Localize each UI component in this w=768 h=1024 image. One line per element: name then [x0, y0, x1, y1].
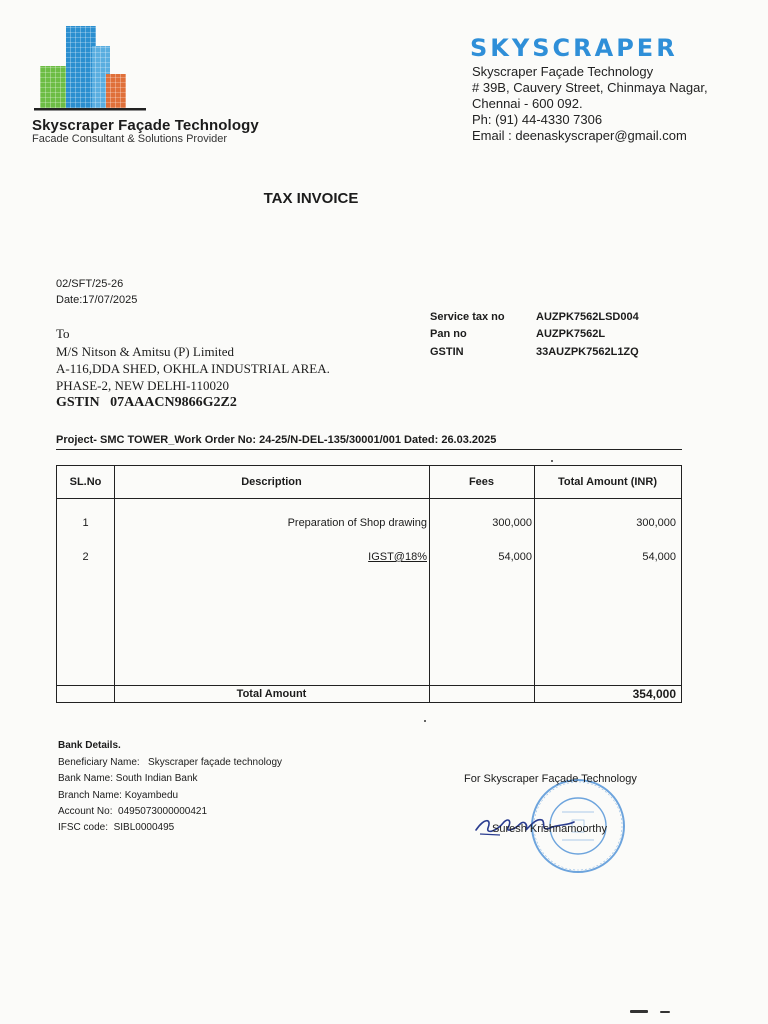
total-label: Total Amount	[236, 688, 307, 700]
recipient-address: PHASE-2, NEW DELHI-110020	[56, 378, 229, 393]
address-line: Skyscraper Façade Technology	[472, 64, 654, 79]
bank-beneficiary: Beneficiary Name: Skyscraper façade technology	[58, 757, 282, 768]
recipient-address: A-116,DDA SHED, OKHLA INDUSTRIAL AREA.	[56, 361, 330, 376]
recipient-name: M/S Nitson & Amitsu (P) Limited	[56, 344, 235, 359]
table-cell-fees: 54,000	[498, 551, 532, 563]
bank-branch: Branch Name: Koyambedu	[58, 790, 179, 801]
project-line: Project- SMC TOWER_Work Order No: 24-25/N-DEL-135/30001/001 Dated: 26.03.2025	[56, 434, 497, 446]
column-header-description: Description	[241, 476, 302, 488]
tax-id-value: 33AUZPK7562L1ZQ	[536, 346, 639, 358]
tax-id-label: Pan no	[430, 328, 467, 340]
column-divider	[534, 466, 535, 702]
column-header-total: Total Amount (INR)	[558, 476, 657, 488]
invoice-table	[56, 465, 682, 703]
recipient-gstin: GSTIN 07AAACN9866G2Z2	[56, 395, 237, 410]
bank-ifsc: IFSC code: SIBL0000495	[58, 822, 175, 833]
tax-id-label: Service tax no	[430, 311, 505, 323]
email-line: Email : deenaskyscraper@gmail.com	[472, 128, 687, 143]
phone-line: Ph: (91) 44-4330 7306	[472, 112, 603, 127]
table-cell-description: Preparation of Shop drawing	[287, 517, 427, 529]
column-divider	[429, 466, 430, 702]
column-header-fees: Fees	[468, 476, 495, 488]
table-cell-slno: 1	[82, 517, 89, 529]
column-divider	[114, 466, 115, 702]
table-cell-total: 300,000	[636, 517, 676, 529]
table-cell-total: 54,000	[642, 551, 676, 563]
scan-speck	[660, 1011, 670, 1013]
address-line: # 39B, Cauvery Street, Chinmaya Nagar,	[472, 80, 708, 95]
to-label: To	[56, 326, 70, 341]
bank-heading: Bank Details.	[58, 740, 121, 751]
column-header-slno: SL.No	[69, 476, 102, 488]
scan-speck	[630, 1010, 648, 1013]
signatory-name: Suresh Krishnamoorthy	[492, 823, 607, 835]
total-value: 354,000	[632, 687, 676, 701]
total-divider	[57, 685, 681, 686]
table-cell-fees: 300,000	[492, 517, 532, 529]
brand-wordmark: SKYSCRAPER	[470, 34, 678, 62]
company-name: Skyscraper Façade Technology	[32, 117, 259, 134]
divider	[56, 449, 682, 450]
tax-id-value: AUZPK7562L	[536, 328, 606, 340]
signature-company: For Skyscraper Façade Technology	[464, 773, 637, 785]
scan-speck	[424, 720, 426, 722]
bank-account: Account No: 0495073000000421	[58, 806, 208, 817]
document-title: TAX INVOICE	[263, 190, 359, 207]
tax-id-label: GSTIN	[430, 346, 464, 358]
company-logo-icon	[30, 22, 150, 112]
invoice-date: Date:17/07/2025	[56, 294, 138, 306]
address-line: Chennai - 600 092.	[472, 96, 583, 111]
table-cell-description: IGST@18%	[368, 551, 427, 563]
invoice-number: 02/SFT/25-26	[56, 278, 124, 290]
company-tagline: Facade Consultant & Solutions Provider	[32, 133, 228, 145]
tax-id-value: AUZPK7562LSD004	[536, 311, 639, 323]
table-cell-slno: 2	[82, 551, 89, 563]
scan-speck	[551, 460, 553, 462]
bank-name: Bank Name: South Indian Bank	[58, 773, 198, 784]
